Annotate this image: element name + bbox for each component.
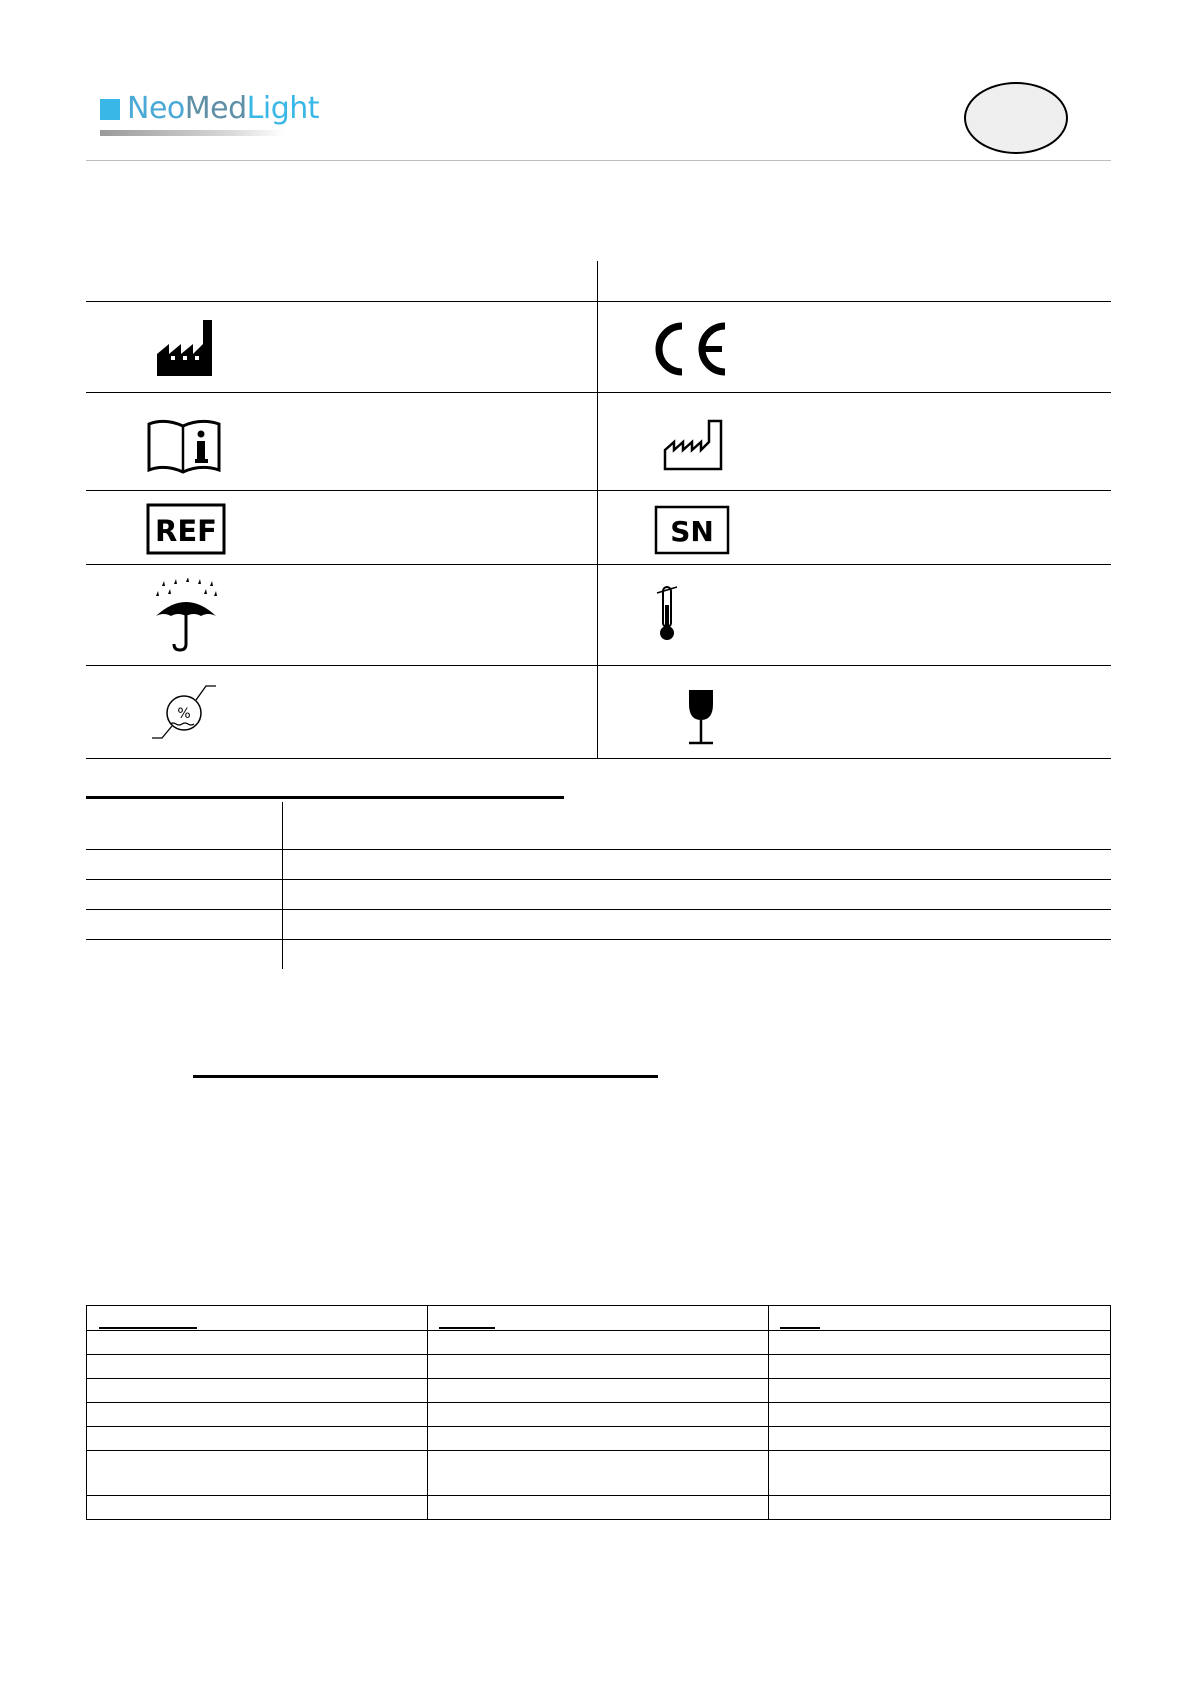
- table-row: [87, 1378, 1110, 1379]
- keep-dry-icon: [152, 578, 220, 654]
- company-logo: [100, 91, 320, 146]
- svg-text:%: %: [177, 706, 191, 722]
- info-table-rule: [86, 909, 1111, 910]
- table-row: [87, 1402, 1110, 1403]
- table-row: [87, 1426, 1110, 1427]
- info-table-rule: [86, 939, 1111, 940]
- logo-square-icon: [100, 99, 120, 120]
- symbol-table-rule: [86, 665, 1111, 666]
- bottom-table: [86, 1305, 1111, 1520]
- date-of-manufacture-icon: [662, 418, 724, 472]
- table-row: [87, 1450, 1110, 1451]
- table-row: [87, 1495, 1110, 1496]
- header-underline: [99, 1327, 197, 1329]
- info-table-rule: [86, 849, 1111, 850]
- manufacturer-icon: [155, 312, 225, 378]
- temperature-limit-icon: [655, 583, 679, 643]
- table-row: [87, 1354, 1110, 1355]
- symbol-table-rule: [86, 564, 1111, 565]
- header-underline: [780, 1327, 820, 1329]
- logo-text: NeoMedLight: [127, 91, 320, 126]
- header-oval-badge: [964, 82, 1068, 154]
- symbol-table-rule: [86, 490, 1111, 491]
- info-table-divider: [282, 802, 283, 969]
- symbol-table-divider: [597, 261, 598, 758]
- svg-text:REF: REF: [155, 514, 217, 548]
- symbol-table-rule: [86, 758, 1111, 759]
- bottom-table-column-divider: [768, 1306, 769, 1519]
- consult-instructions-icon: [145, 418, 225, 476]
- info-table-rule: [86, 879, 1111, 880]
- bottom-table-column-divider: [427, 1306, 428, 1519]
- humidity-limit-icon: [152, 682, 218, 742]
- logo-underline: [100, 130, 285, 136]
- symbol-table-rule: [86, 301, 1111, 302]
- table-row: [87, 1330, 1110, 1331]
- heading-underline: [193, 1075, 658, 1078]
- svg-text:SN: SN: [670, 515, 714, 548]
- fragile-icon: [684, 688, 718, 746]
- ref-catalog-number-icon: [146, 503, 228, 556]
- section-underline: [86, 796, 564, 799]
- ce-mark-icon: [650, 320, 730, 378]
- header-divider: [86, 160, 1111, 161]
- serial-number-icon: [654, 505, 732, 556]
- header-underline: [439, 1327, 495, 1329]
- symbol-table-rule: [86, 392, 1111, 393]
